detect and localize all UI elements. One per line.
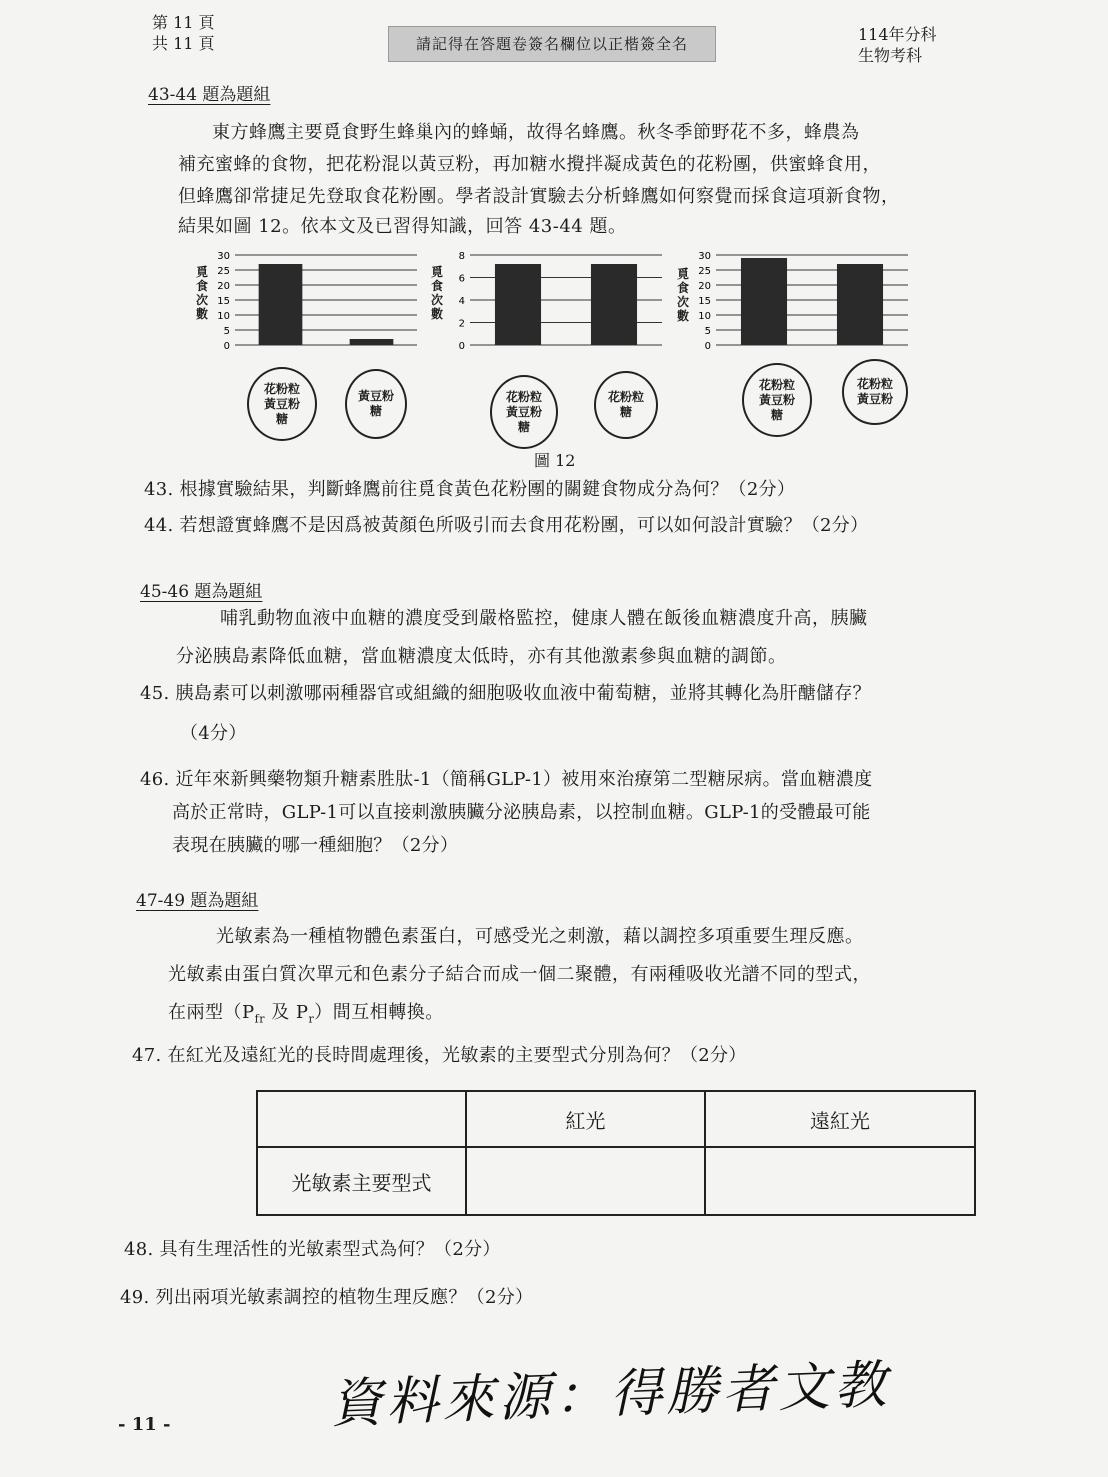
answer-cell-far-red-light[interactable] (705, 1147, 975, 1215)
chart-2-ytick: 0 (458, 341, 465, 352)
question-44: 44. 若想證實蜂鷹不是因爲被黃顏色所吸引而去食用花粉團，可以如何設計實驗？（2分） (144, 515, 869, 536)
question-46-line3: 表現在胰臟的哪一種細胞？（2分） (172, 835, 459, 856)
table-header-empty (257, 1091, 466, 1147)
chart-3-category-2: 花粉粒 黃豆粉 (842, 359, 908, 425)
chart-2-plot (448, 245, 668, 355)
exam-subject (858, 24, 937, 66)
group-title-47-49: 47-49 題為題組 (136, 891, 259, 911)
figure-caption: 圖 12 (534, 451, 576, 470)
chart-1-ytick: 30 (217, 251, 230, 262)
table-header-far-red-light: 遠紅光 (705, 1091, 975, 1147)
chart-1-ytick: 25 (217, 266, 230, 277)
signature-notice: 請記得在答題卷簽名欄位以正楷簽全名 (388, 26, 716, 62)
question-49: 49. 列出兩項光敏素調控的植物生理反應？（2分） (120, 1287, 534, 1308)
chart-1-plot (213, 245, 423, 355)
chart-1-ytick: 0 (223, 341, 230, 352)
table-header-red-light: 紅光 (466, 1091, 705, 1147)
chart-3-ylabel: 覓食次數 (676, 267, 689, 323)
answer-table (256, 1090, 976, 1216)
group1-para-line3: 但蜂鷹卻常捷足先登取食花粉團。學者設計實驗去分析蜂鷹如何察覺而採食這項新食物， (178, 186, 900, 207)
answer-cell-red-light[interactable] (466, 1147, 705, 1215)
chart-3-plot (694, 245, 914, 355)
exam-name: 生物考科 (858, 46, 923, 65)
exam-year: 114年分科 (858, 25, 937, 44)
chart-1-ytick: 20 (217, 281, 230, 292)
question-46-line1: 46. 近年來新興藥物類升糖素胜肽-1（簡稱GLP-1）被用來治療第二型糖尿病。當血糖濃度 (140, 769, 873, 790)
group3-para-line1: 光敏素為一種植物體色素蛋白，可感受光之刺激，藉以調控多項重要生理反應。 (216, 926, 864, 947)
chart-2-ytick: 6 (458, 273, 465, 285)
chart-3-ytick: 0 (704, 341, 711, 352)
chart-2-category-1: 花粉粒 黃豆粉 糖 (490, 375, 558, 449)
chart-2-ytick: 2 (458, 318, 465, 330)
chart-1-category-1: 花粉粒 黃豆粉 糖 (247, 367, 317, 441)
page-number: - 11 - (118, 1414, 171, 1435)
page-total: 共 11 頁 (152, 34, 215, 53)
question-45-line2: （4分） (180, 723, 247, 744)
group1-para-line1: 東方蜂鷹主要覓食野生蜂巢內的蜂蛹，故得名蜂鷹。秋冬季節野花不多，蜂農為 (212, 122, 860, 143)
chart-2-bar (495, 264, 541, 345)
chart-3-ytick: 25 (698, 266, 711, 277)
chart-1-ytick: 15 (217, 296, 230, 307)
group3-para-line2: 光敏素由蛋白質次單元和色素分子結合而成一個二聚體，有兩種吸收光譜不同的型式， (168, 964, 871, 985)
chart-2-bar (591, 264, 637, 345)
chart-2-ylabel: 覓食次數 (430, 265, 443, 321)
group1-para-line4: 結果如圖 12。依本文及已習得知識，回答 43-44 題。 (178, 216, 627, 237)
chart-1-ylabel: 覓食次數 (195, 265, 208, 321)
chart-3-ytick: 5 (704, 326, 711, 337)
group1-para-line2: 補充蜜蜂的食物，把花粉混以黃豆粉，再加糖水攪拌凝成黃色的花粉團，供蜜蜂食用， (178, 154, 881, 175)
group-title-45-46: 45-46 題為題組 (140, 582, 263, 602)
chart-3-bar (741, 258, 787, 345)
question-43: 43. 根據實驗結果，判斷蜂鷹前往覓食黃色花粉團的關鍵食物成分為何？（2分） (144, 479, 796, 500)
chart-1-ytick: 10 (217, 311, 230, 322)
page-current: 第 11 頁 (152, 13, 215, 32)
chart-3-ytick: 30 (698, 251, 711, 262)
chart-1-bar (350, 339, 394, 345)
question-48: 48. 具有生理活性的光敏素型式為何？（2分） (124, 1239, 501, 1260)
chart-2-category-2: 花粉粒 糖 (594, 371, 658, 439)
table-row-label: 光敏素主要型式 (257, 1147, 466, 1215)
chart-1-bar (259, 264, 303, 345)
question-46-line2: 高於正常時，GLP-1可以直接刺激胰臟分泌胰島素，以控制血糖。GLP-1的受體最可能 (172, 802, 871, 823)
chart-3-ytick: 15 (698, 296, 711, 307)
question-47: 47. 在紅光及遠紅光的長時間處理後，光敏素的主要型式分別為何？（2分） (132, 1045, 747, 1066)
question-45-line1: 45. 胰島素可以刺激哪兩種器官或組織的細胞吸收血液中葡萄糖，並將其轉化為肝醣儲存？ (140, 683, 871, 704)
chart-3-ytick: 20 (698, 281, 711, 292)
handwritten-source-signature: 資料來源：得勝者文教 (329, 1355, 892, 1435)
chart-3-bar (837, 264, 883, 345)
group2-para-line1: 哺乳動物血液中血糖的濃度受到嚴格監控，健康人體在飯後血糖濃度升高，胰臟 (220, 608, 868, 629)
group3-para-line3: 在兩型（$P_{fr}$ 及 $P_r$）間互相轉換。 (168, 1002, 444, 1026)
chart-2-ytick: 8 (458, 251, 465, 262)
chart-2-ytick: 4 (458, 296, 465, 307)
group2-para-line2: 分泌胰島素降低血糖，當血糖濃度太低時，亦有其他激素參與血糖的調節。 (176, 646, 787, 667)
page-indicator (152, 12, 215, 54)
chart-1-category-2: 黃豆粉 糖 (345, 369, 407, 439)
chart-3-ytick: 10 (698, 311, 711, 322)
chart-3-category-1: 花粉粒 黃豆粉 糖 (742, 363, 812, 437)
group-title-43-44: 43-44 題為題組 (148, 85, 271, 105)
chart-1-ytick: 5 (223, 326, 230, 337)
